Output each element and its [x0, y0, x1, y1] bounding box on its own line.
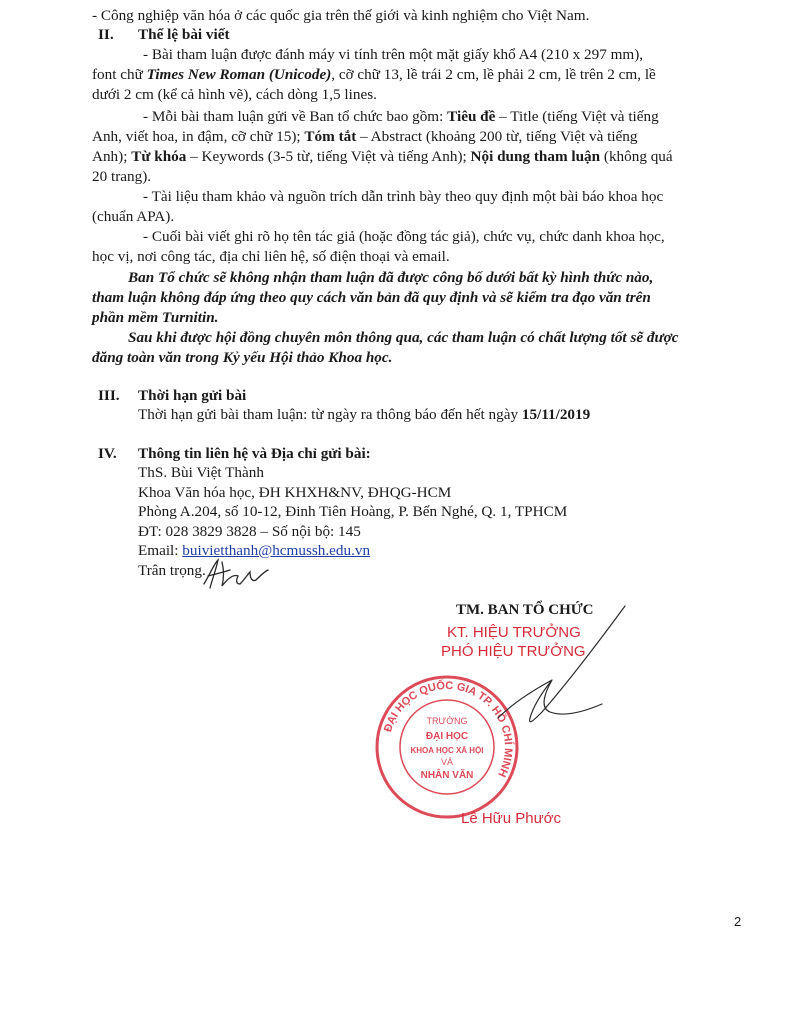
rule-2-line-3: Anh); Từ khóa – Keywords (3-5 từ, tiếng Việt và tiếng Anh); Nội dung tham luận (không quá [92, 148, 673, 165]
rule-1-line-2: font chữ Times New Roman (Unicode), cỡ chữ 13, lề trái 2 cm, lề phải 2 cm, lề trên 2 cm, lề [92, 66, 656, 83]
contact-email-link[interactable]: buivietthanh@hcmussh.edu.vn [182, 542, 371, 559]
section-3-title: Thời hạn gửi bài [138, 387, 247, 404]
contact-department: Khoa Văn hóa học, ĐH KHXH&NV, ĐHQG-HCM [138, 484, 452, 501]
signature-org: TM. BAN TỔ CHỨC [456, 602, 594, 618]
signature-role-2: PHÓ HIỆU TRƯỞNG [441, 643, 586, 660]
signature-role-1: KT. HIỆU TRƯỞNG [447, 624, 581, 641]
closing-text: Trân trọng. [138, 562, 206, 579]
stamp-center-line-5: NHÂN VĂN [420, 770, 474, 781]
stamp-ring-path-text: ĐẠI HỌC QUỐC GIA TP. HỒ CHÍ MINH [382, 679, 515, 779]
notice-1-line-1: Ban Tổ chức sẽ không nhận tham luận đã được công bố dưới bất kỳ hình thức nào, [128, 269, 654, 286]
stamp-center-line-4: VÀ [440, 757, 454, 767]
section-4-number: IV. [98, 445, 117, 462]
contact-phone: ĐT: 028 3829 3828 – Số nội bộ: 145 [138, 523, 361, 540]
rule-4-line-1: - Cuối bài viết ghi rõ họ tên tác giả (hoặc đồng tác giả), chức vụ, chức danh khoa học, [143, 228, 665, 245]
rule-3-line-1: - Tài liệu tham khảo và nguồn trích dẫn trình bày theo quy định một bài báo khoa học [143, 188, 664, 205]
page-number: 2 [734, 914, 742, 929]
notice-2-line-1: Sau khi được hội đồng chuyên môn thông qua, các tham luận có chất lượng tốt sẽ được [128, 329, 679, 346]
deadline-date: 15/11/2019 [521, 406, 591, 423]
notice-2-line-2: đăng toàn văn trong Kỷ yếu Hội thảo Khoa học. [92, 349, 393, 366]
stamp-center-line-1: TRƯỜNG [426, 716, 468, 726]
rule-2-line-4: 20 trang). [92, 168, 152, 185]
contact-name: ThS. Bùi Việt Thành [138, 464, 264, 481]
contact-address: Phòng A.204, số 10-12, Đinh Tiên Hoàng, P. Bến Nghé, Q. 1, TPHCM [138, 503, 568, 520]
rule-1-line-1: - Bài tham luận được đánh máy vi tính trên một mặt giấy khổ A4 (210 x 297 mm), [143, 46, 644, 63]
rule-2-line-1: - Mỗi bài tham luận gửi về Ban tổ chức bao gồm: Tiêu đề – Title (tiếng Việt và tiếng [143, 108, 659, 125]
rule-4-line-2: học vị, nơi công tác, địa chỉ liên hệ, số điện thoại và email. [92, 248, 450, 265]
deadline-line: Thời hạn gửi bài tham luận: từ ngày ra thông báo đến hết ngày 15/11/2019 [138, 406, 591, 423]
section-4-title: Thông tin liên hệ và Địa chỉ gửi bài: [138, 445, 371, 462]
notice-1-line-3: phần mềm Turnitin. [92, 309, 219, 326]
section-2-number: II. [98, 26, 114, 43]
stamp-center-line-2: ĐẠI HỌC [425, 731, 469, 742]
initial-signature [200, 556, 270, 592]
section-2-title: Thể lệ bài viết [138, 26, 230, 43]
rule-1-line-3: dưới 2 cm (kể cả hình vẽ), cách dòng 1,5 lines. [92, 86, 377, 103]
rule-3-line-2: (chuẩn APA). [92, 208, 175, 225]
section-3-number: III. [98, 387, 120, 404]
principal-signature [470, 600, 670, 760]
rule-2-line-2: Anh, viết hoa, in đậm, cỡ chữ 15); Tóm tắt – Abstract (khoảng 200 từ, tiếng Việt và tiếng [92, 128, 638, 145]
intro-line: - Công nghiệp văn hóa ở các quốc gia trên thế giới và kinh nghiệm cho Việt Nam. [92, 7, 590, 24]
notice-1-line-2: tham luận không đáp ứng theo quy cách văn bản đã quy định và sẽ kiểm tra đạo văn trên [92, 289, 651, 306]
stamp-center-line-3: KHOA HỌC XÃ HỘI [410, 746, 484, 755]
signer-name: Lê Hữu Phước [461, 810, 561, 827]
contact-email-line: Email: buivietthanh@hcmussh.edu.vn [138, 542, 371, 559]
